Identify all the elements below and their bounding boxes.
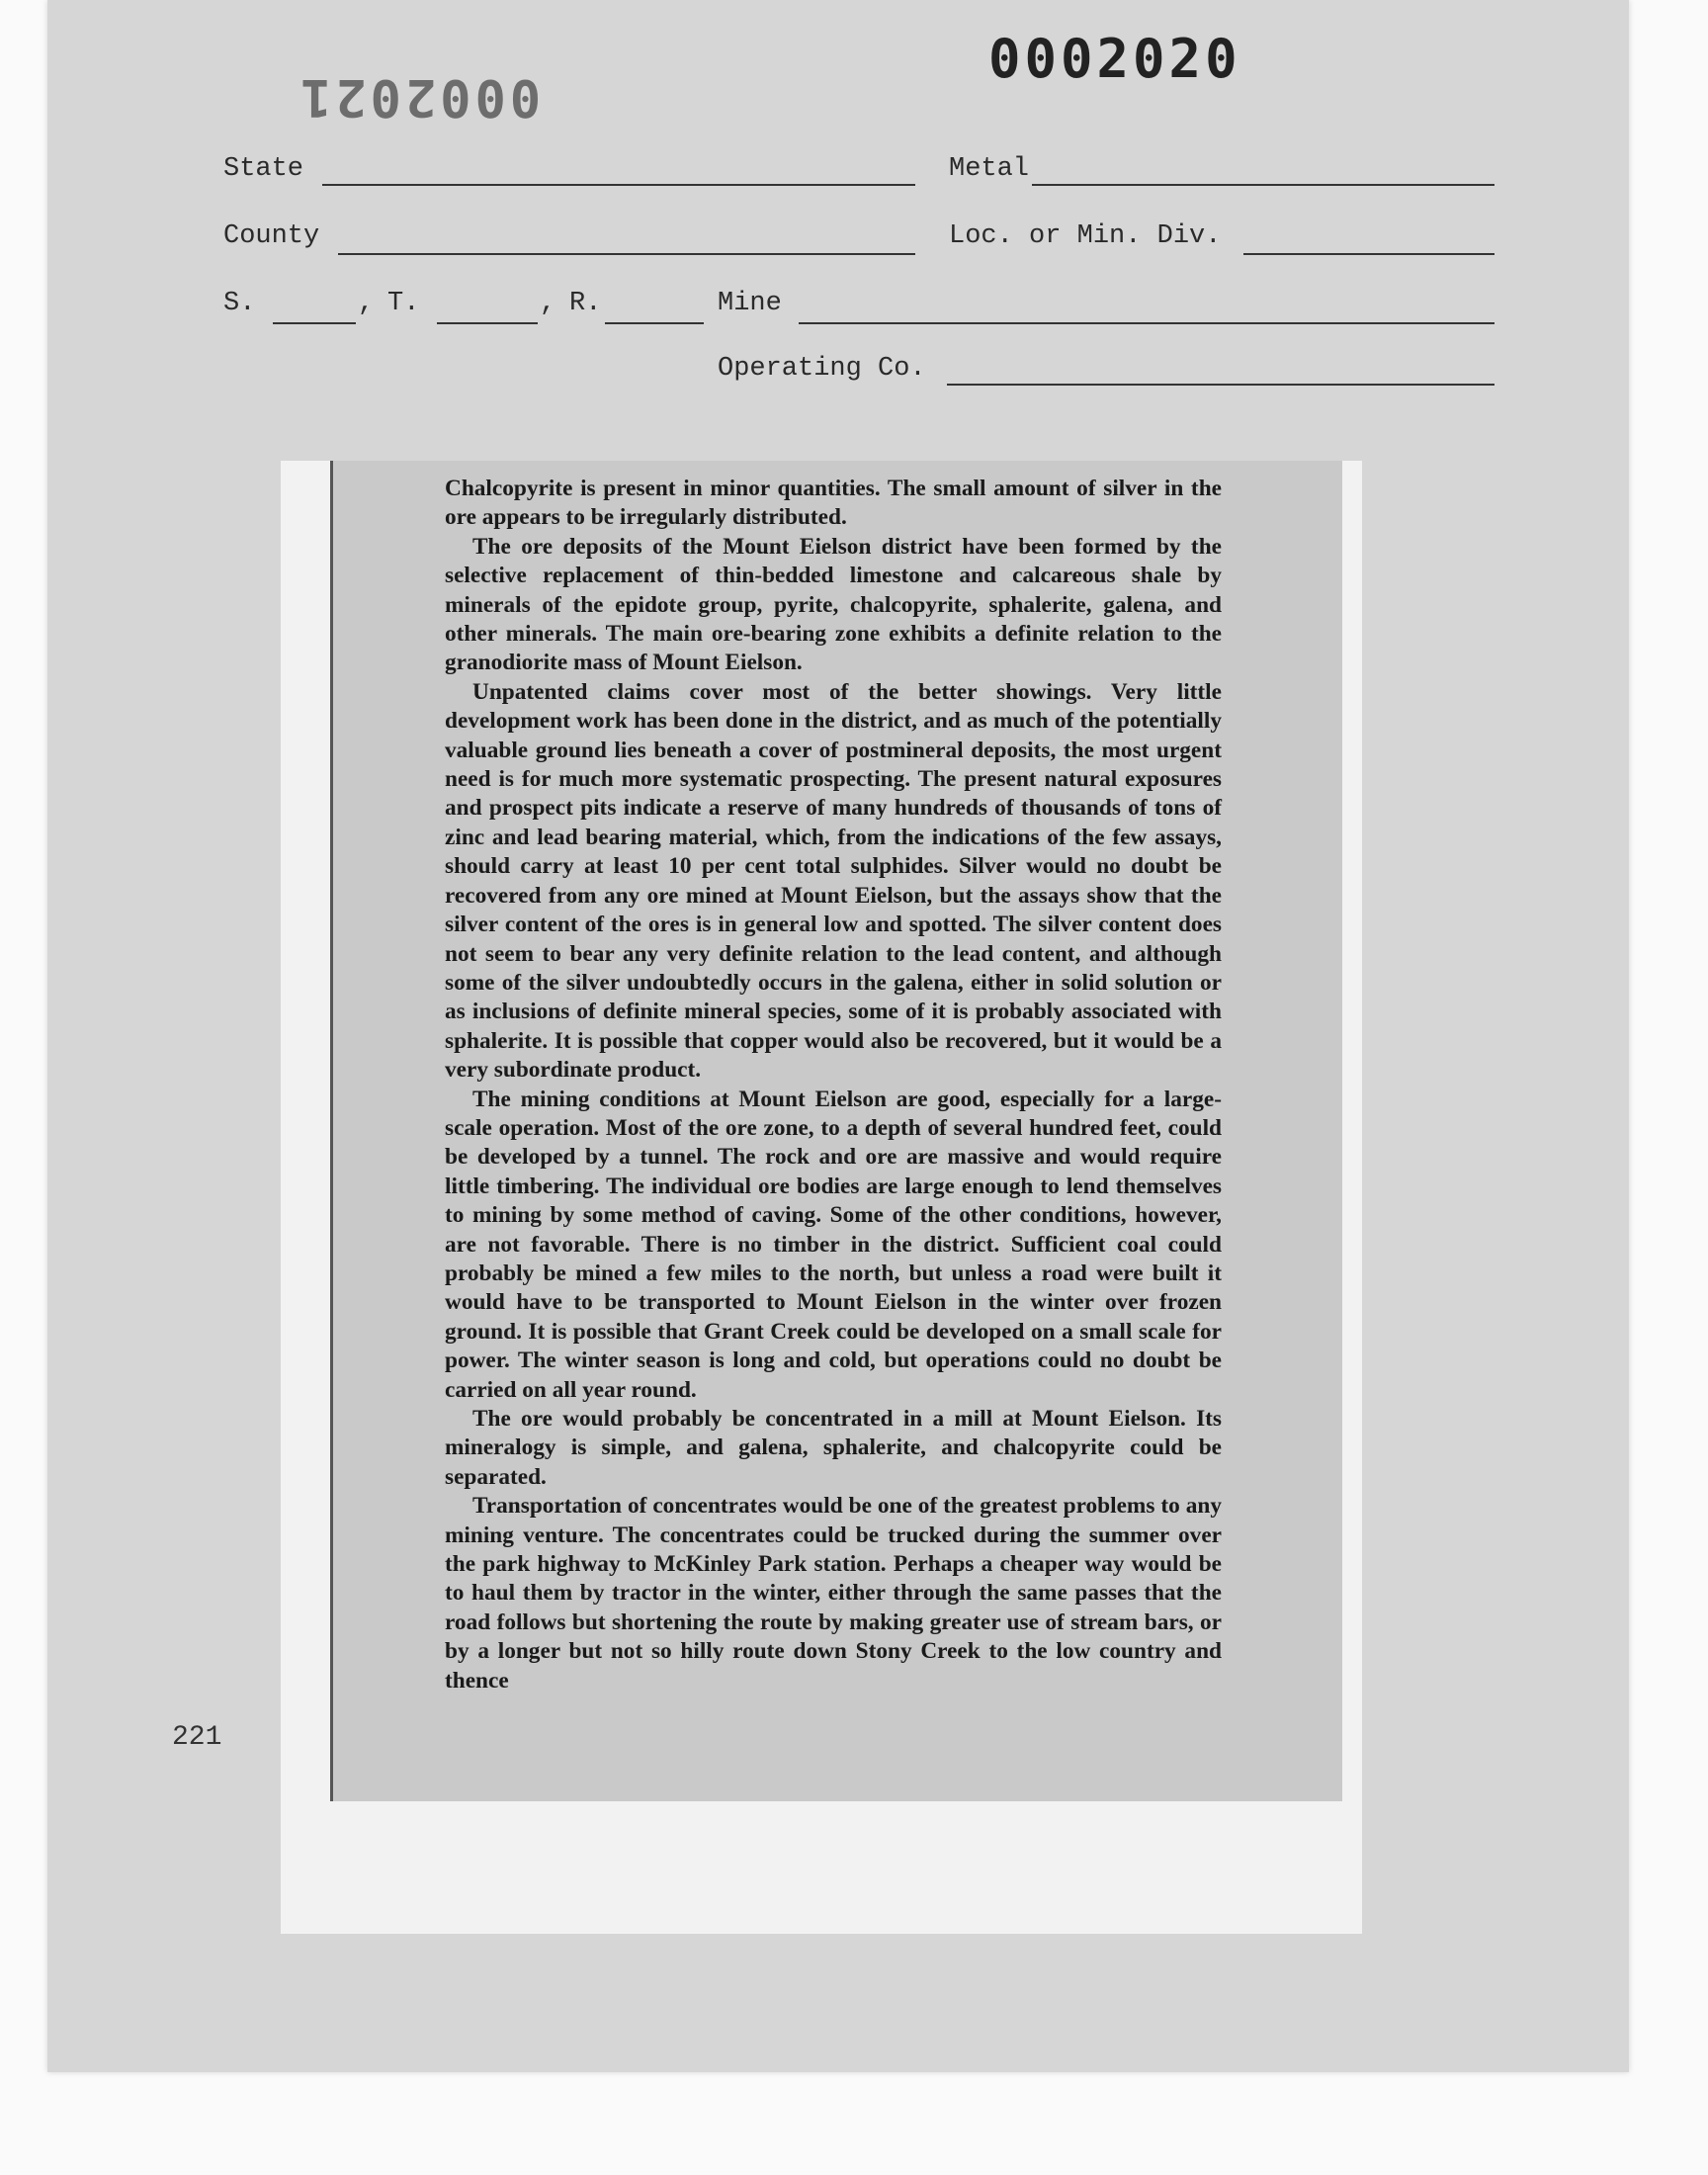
metal-label: Metal <box>949 154 1030 184</box>
paragraph: The ore would probably be concentrated in a mill at Mount Eielson. Its mineralogy is simple, and galena, sphalerite, and chalcopyrite could be separated. <box>445 1406 1222 1490</box>
mine-label: Mine <box>718 289 782 318</box>
loc-field-line <box>1243 253 1494 255</box>
county-label: County <box>223 221 320 251</box>
county-field-line <box>338 253 915 255</box>
range-label: R. <box>569 289 602 318</box>
paragraph: The ore deposits of the Mount Eielson district have been formed by the selective replacement of thin-bedded limestone and calcareous shale by minerals of the epidote group, pyrite, chalcopyrite, sphalerite, galena, and other minerals. The main ore-bearing zone exhibits a definite relation to the granodiorite mass of Mount Eielson. <box>445 533 1222 676</box>
state-field-line <box>322 184 915 186</box>
paragraph: The mining conditions at Mount Eielson are good, especially for a large-scale operation. Most of the ore zone, to a depth of several hundred feet, could be developed by a tunnel. The rock and ore are massive and would require little timbering. The individual ore bodies are large enough to lend themselves to mining by some method of caving. Some of the other conditions, however, are not favorable. There is no timber in the district. Sufficient coal could probably be mined a few miles to the north, but unless a road were built it would have to be transported to Mount Eielson in the winter over frozen ground. It is possible that Grant Creek could be developed on a small scale for power. The winter season is long and cold, but operations could no doubt be carried on all year round. <box>445 1086 1222 1403</box>
clipping-left-edge <box>330 461 333 1801</box>
township-field-line <box>437 322 538 324</box>
section-field-line <box>273 322 356 324</box>
paragraph: Transportation of concentrates would be one of the greatest problems to any mining venture. The concentrates could be trucked during the summer over the park highway to McKinley Park station. Perhaps a cheaper way would be to haul them by tractor in the winter, either through the same passes that the road follows but shortening the route by making greater use of stream bars, or by a longer but not so hilly route down Stony Creek to the low country and thence <box>445 1493 1222 1694</box>
comma-1: , <box>358 289 375 318</box>
record-number-stamp: 0002020 <box>988 28 1241 90</box>
state-label: State <box>223 154 304 184</box>
article-text <box>445 475 1222 1696</box>
section-label: S. <box>223 289 256 318</box>
operating-co-field-line <box>947 384 1494 386</box>
paragraph: Chalcopyrite is present in minor quantities. The small amount of silver in the ore appears to be irregularly distributed. <box>445 476 1222 531</box>
comma-2: , <box>540 289 556 318</box>
metal-field-line <box>1032 184 1494 186</box>
range-field-line <box>605 322 704 324</box>
mine-field-line <box>799 322 1494 324</box>
loc-or-min-div-label: Loc. or Min. Div. <box>949 221 1222 251</box>
paragraph: Unpatented claims cover most of the better showings. Very little development work has been done in the district, and as much of the potentially valuable ground lies beneath a cover of postmineral deposits, the most urgent need is for much more systematic prospecting. The present natural exposures and prospect pits indicate a reserve of many hundreds of thousands of tons of zinc and lead bearing material, which, from the indications of the few assays, should carry at least 10 per cent total sulphides. Silver would no doubt be recovered from any ore mined at Mount Eielson, but the assays show that the silver content of the ores is in general low and spotted. The silver content does not seem to bear any very definite relation to the lead content, and although some of the silver undoubtedly occurs in the galena, either in solid solution or as inclusions of definite mineral species, some of it is probably associated with sphalerite. It is possible that copper would also be recovered, but it would be a very subordinate product. <box>445 678 1222 1084</box>
page-number: 221 <box>172 1722 222 1753</box>
operating-co-label: Operating Co. <box>718 354 926 384</box>
township-label: T. <box>387 289 420 318</box>
mirrored-record-number-stamp: 0002021 <box>297 67 542 127</box>
